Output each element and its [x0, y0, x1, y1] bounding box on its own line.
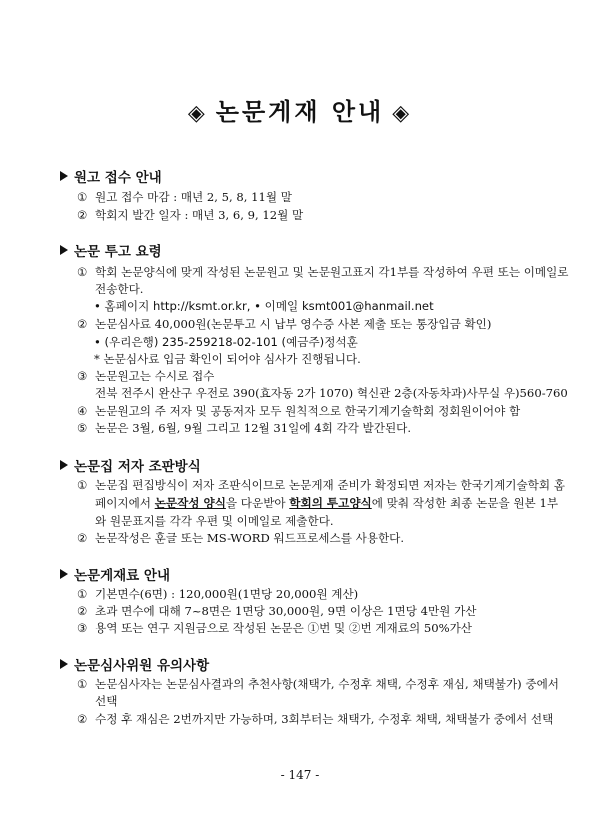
text-run: 을 다운받아: [225, 496, 290, 510]
text-run: 페이지에서: [95, 496, 155, 510]
item-text: 논문심사료 40,000원(논문투고 시 납부 영수증 사본 제출 또는 통장입금 확인): [95, 317, 492, 331]
section-heading-text: 논문집 저자 조판방식: [74, 459, 201, 475]
list-item: [77, 317, 491, 332]
diamond-right-icon: ◈: [392, 101, 413, 126]
section-heading-text: 논문게재료 안내: [74, 568, 170, 584]
list-item: [77, 712, 553, 727]
section-heading-reviewers: [60, 654, 209, 674]
title-text: 논문게재 안내: [215, 98, 385, 126]
item-number: ①: [77, 587, 88, 601]
section-heading-submission: [60, 166, 162, 186]
triangle-bullet-icon: [60, 460, 68, 470]
item-text: 기본면수(6면) : 120,000원(1면당 20,000원 계산): [95, 587, 359, 601]
list-item: [77, 208, 303, 223]
section-heading-text: 원고 접수 안내: [74, 170, 162, 186]
item-text-continued: 전송한다.: [95, 282, 144, 296]
list-item: [77, 369, 214, 384]
item-number: ②: [77, 208, 88, 222]
list-item: [77, 677, 559, 692]
item-number: ②: [77, 712, 88, 726]
page-title: [0, 92, 600, 127]
list-item: [77, 587, 358, 602]
item-number: ①: [77, 677, 88, 691]
triangle-bullet-icon: [60, 569, 68, 579]
item-number: ①: [77, 265, 88, 279]
fee-note: * 논문심사료 입금 확인이 되어야 심사가 진행됩니다.: [94, 352, 361, 366]
list-item: [77, 531, 404, 546]
list-item: [77, 478, 565, 493]
item-text: 논문은 3월, 6월, 9월 그리고 12월 31일에 4회 각각 발간된다.: [95, 421, 412, 435]
item-text: 원고 접수 마감 : 매년 2, 5, 8, 11월 말: [95, 190, 293, 204]
text-run: 에 맞춰 작성한 최종 논문을 원본 1부: [371, 496, 559, 510]
address-line: 전북 전주시 완산구 우전로 390(효자동 2가 1070) 혁신관 2층(자동차과)사무실 우)560-760: [95, 386, 568, 400]
diamond-left-icon: ◈: [187, 101, 208, 126]
item-text: 용역 또는 연구 지원금으로 작성된 논문은 ①번 및 ②번 게재료의 50%가산: [95, 621, 473, 635]
item-number: ②: [77, 317, 88, 331]
list-item: [77, 265, 569, 280]
section-heading-typesetting: [60, 455, 201, 475]
item-text: 논문작성은 훈글 또는 MS-WORD 워드프로세스를 사용한다.: [95, 531, 405, 545]
submission-format-link[interactable]: 학회의 투고양식: [289, 496, 372, 510]
contact-bullet: • 홈페이지 http://ksmt.or.kr, • 이메일 ksmt001@hanmail.net: [94, 299, 434, 313]
item-text: 학회지 발간 일자 : 매년 3, 6, 9, 12월 말: [95, 208, 304, 222]
section-heading-guidelines: [60, 240, 162, 260]
item-text: 논문원고는 수시로 접수: [95, 369, 215, 383]
item-text-continued: [95, 496, 558, 511]
item-text-continued: 선택: [95, 694, 118, 708]
item-number: ③: [77, 621, 88, 635]
item-number: ①: [77, 190, 88, 204]
list-item: [77, 421, 411, 436]
item-text: 초과 면수에 대해 7~8면은 1면당 30,000원, 9면 이상은 1면당 4만원 가산: [95, 604, 477, 618]
item-number: ③: [77, 369, 88, 383]
item-text-continued: 와 원문표지를 각각 우편 및 이메일로 제출한다.: [95, 514, 334, 528]
item-number: ①: [77, 478, 88, 492]
item-text: 논문심사자는 논문심사결과의 추천사항(채택가, 수정후 채택, 수정후 재심, 채택불가) 중에서: [95, 677, 559, 691]
item-text: 논문원고의 주 저자 및 공동저자 모두 원칙적으로 한국기계기술학회 정회원이어야 함: [95, 404, 521, 418]
item-number: ②: [77, 531, 88, 545]
triangle-bullet-icon: [60, 659, 68, 669]
page-number: - 147 -: [280, 768, 320, 782]
item-number: ④: [77, 404, 88, 418]
list-item: [77, 190, 292, 205]
template-link[interactable]: 논문작성 양식: [154, 496, 226, 510]
triangle-bullet-icon: [60, 171, 68, 181]
bank-account-bullet: • (우리은행) 235-259218-02-101 (예금주)정석훈: [94, 335, 358, 349]
item-number: ⑤: [77, 421, 88, 435]
item-text: 학회 논문양식에 맞게 작성된 논문원고 및 논문원고표지 각1부를 작성하여 우편 또는 이메일로: [95, 265, 569, 279]
section-heading-text: 논문 투고 요령: [74, 244, 162, 260]
list-item: [77, 404, 520, 419]
list-item: [77, 604, 476, 619]
section-heading-fees: [60, 564, 170, 584]
item-text: 수정 후 재심은 2번까지만 가능하며, 3회부터는 채택가, 수정후 채택, 채택불가 중에서 선택: [95, 712, 554, 726]
list-item: [77, 621, 472, 636]
item-number: ②: [77, 604, 88, 618]
triangle-bullet-icon: [60, 245, 68, 255]
section-heading-text: 논문심사위원 유의사항: [74, 658, 210, 674]
item-text: 논문집 편집방식이 저자 조판식이므로 논문게재 준비가 확정되면 저자는 한국기계기술학회 홈: [95, 478, 565, 492]
